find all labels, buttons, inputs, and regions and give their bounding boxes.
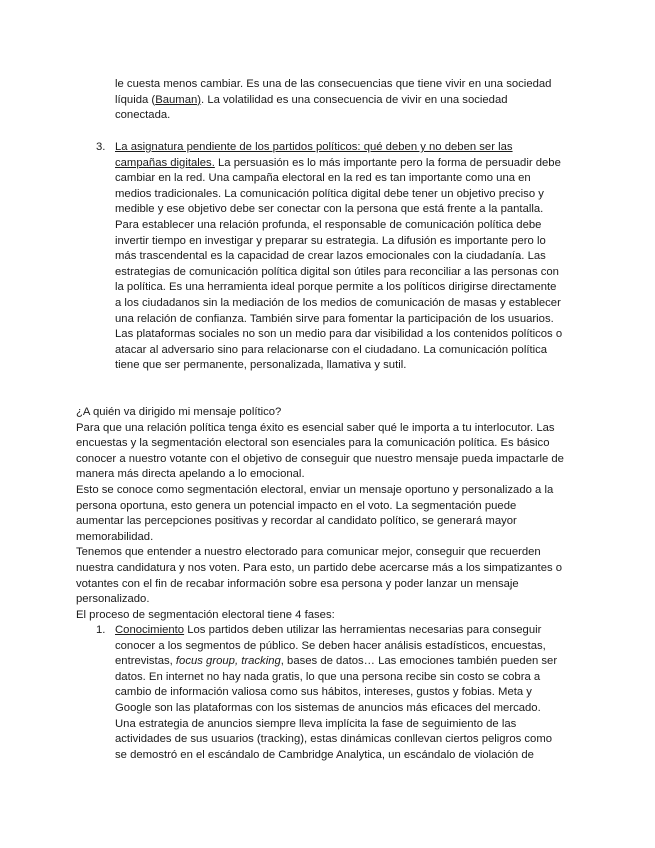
item1-text-part1: Los partidos deben utilizar las herramientas necesarias para conseguir conocer a los segmentos de público. Se deben hacer análisis estadísticos, encuestas, entrevistas, <box>115 624 546 668</box>
section-question: ¿A quién va dirigido mi mensaje político? <box>76 406 282 418</box>
item1-text-part2: , bases de datos… Las emociones también pueden ser datos. En internet no hay nada gratis, lo que una persona recibe sin costo se cobra a cambio de información valiosa como sus hábitos, intereses, gustos y fobias. Meta y Google son las plataformas con los sistemas de anuncios más eficaces del mercado. Una estrategia de anuncios siempre lleva implícita la fase de seguimiento de las actividades de sus usuarios (tracking), estas dinámicas conllevan ciertos peligros como se demostró en el escándalo de Cambridge Analytica, un escándalo de violación de <box>115 655 558 761</box>
section-paragraph-4: El proceso de segmentación electoral tiene 4 fases: <box>76 608 335 621</box>
paragraph-text: le cuesta menos cambiar. Es una de las consecuencias que tiene vivir en una sociedad líquida ( <box>115 78 552 106</box>
item3-title-link[interactable]: La asignatura pendiente de los partidos políticos: qué deben y no deben ser las campañas digitales. <box>115 141 513 169</box>
list-number-3: 3. <box>96 141 106 153</box>
section-paragraph-3: Tenemos que entender a nuestro electorado para comunicar mejor, conseguir que recuerden nuestra candidatura y nos voten. Para esto, un partido debe acercarse más a los simpatizantes o votantes con el fin de recabar información sobre esa persona y poder lanzar un mensaje personalizado. <box>76 546 563 606</box>
list-number-1: 1. <box>96 624 106 636</box>
bauman-link[interactable]: Bauman) <box>155 93 202 106</box>
section-paragraph-1: Para que una relación política tenga éxito es esencial saber qué le importa a tu interlocutor. Las encuestas y la segmentación electoral son esenciales para la comunicación política. Es básico conocer a nuestro votante con el objetivo de conseguir que nuestro mensaje pueda impactarle de manera más directa apelando a lo emocional. <box>76 421 564 481</box>
top-paragraph <box>115 77 555 124</box>
item1-italic-terms: focus group, tracking <box>175 655 281 668</box>
item1-title-link[interactable]: Conocimiento <box>115 624 185 636</box>
item3-body: La persuasión es lo más importante pero la forma de persuadir debe cambiar en la red. Una campaña electoral en la red es tan importante como una en medios tradicionales. La comunicación política digital debe tener un objetivo preciso y medible y ese objetivo debe ser conectar con la persona que está frente a la pantalla. Para establecer una relación profunda, el responsable de comunicación política debe invertir tiempo en investigar y preparar su estrategia. La difusión es importante pero lo más trascendental es la capacidad de crear lazos emocionales con la ciudadanía. Las estrategias de comunicación política digital son útiles para reconciliar a las personas con la política. Es una herramienta ideal porque permite a los políticos dirigirse directamente a los ciudadanos sin la mediación de los medios de comunicación de masas y establecer una relación de confianza. También sirve para fomentar la participación de los usuarios. Las plataformas sociales no son un medio para dar visibilidad a los contenidos políticos o atacar al adversario sino para relacionarse con el ciudadano. La comunicación política tiene que ser permanente, personalizada, llamativa y sutil. <box>115 156 563 372</box>
list-item-3 <box>115 140 563 374</box>
segmentation-section <box>76 405 564 623</box>
section-paragraph-2: Esto se conoce como segmentación electoral, enviar un mensaje oportuno y personalizado a la persona oportuna, esto genera un potencial impacto en el voto. La segmentación puede aumentar las percepciones positivas y recordar al candidato político, se generará mayor memorabilidad. <box>76 483 554 543</box>
list-item-1 <box>115 623 563 763</box>
paragraph-text-end: . La volatilidad es una consecuencia de vivir en una sociedad conectada. <box>115 93 508 122</box>
